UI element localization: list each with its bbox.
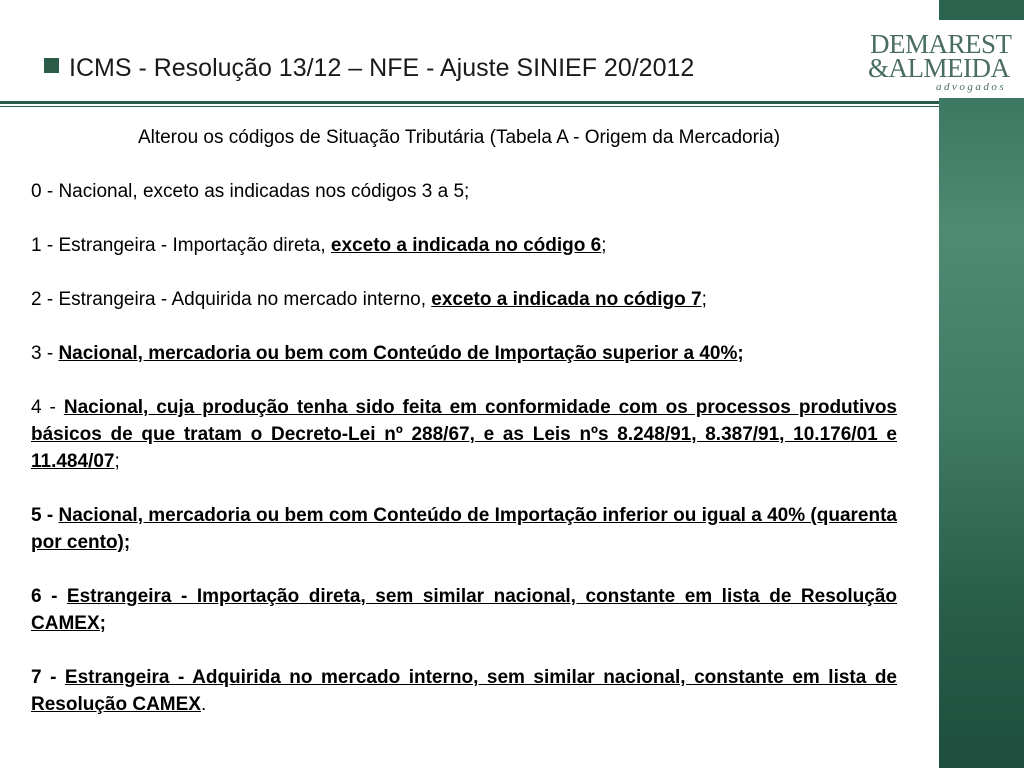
header-rule-thick xyxy=(0,101,939,104)
item-prefix: 5 - xyxy=(31,505,59,526)
item-prefix: 2 - Estrangeira - Adquirida no mercado interno, xyxy=(31,289,432,310)
item-emphasis: Estrangeira - Importação direta, sem similar nacional, constante em lista de Resolução CAMEX; xyxy=(31,586,897,634)
item-prefix: 3 - xyxy=(31,343,59,364)
slide-title-text: ICMS - Resolução 13/12 – NFE - Ajuste SINIEF 20/2012 xyxy=(69,54,695,82)
list-item xyxy=(31,583,897,637)
item-text: Nacional, exceto as indicadas nos códigos 3 a 5; xyxy=(58,181,470,202)
item-prefix: 6 - xyxy=(31,586,67,607)
intro-text: Alterou os códigos de Situação Tributária (Tabela A - Origem da Mercadoria) xyxy=(137,127,781,148)
list-item xyxy=(31,340,897,367)
item-prefix: 1 - Estrangeira - Importação direta, xyxy=(31,235,331,256)
list-item xyxy=(31,394,897,475)
list-item xyxy=(31,502,897,556)
logo-subtitle: advogados xyxy=(936,81,1007,93)
list-item xyxy=(31,664,897,718)
item-emphasis: Nacional, mercadoria ou bem com Conteúdo de Importação superior a 40%; xyxy=(58,343,744,364)
item-prefix: 7 - xyxy=(31,667,65,688)
item-prefix: 4 - xyxy=(31,397,64,418)
right-band-top xyxy=(939,0,1024,20)
item-suffix: . xyxy=(200,694,207,715)
list-item xyxy=(31,232,897,259)
logo-line1: DEMAREST xyxy=(870,29,1012,59)
item-prefix: 0 - xyxy=(31,181,59,202)
item-emphasis: exceto a indicada no código 7 xyxy=(431,289,702,310)
item-emphasis: Nacional, cuja produção tenha sido feita em conformidade com os processos produtivos básicos de que tratam o Decreto-Lei nº 288/67, e as Leis nºs 8.248/91, 8.387/91, 10.176/01 e 11.484/07 xyxy=(31,397,897,472)
list-item xyxy=(31,286,897,313)
header-rule-thin xyxy=(0,106,939,107)
item-emphasis: Estrangeira - Adquirida no mercado interno, sem similar nacional, constante em lista de Resolução CAMEX xyxy=(31,667,897,715)
list-item xyxy=(31,178,897,205)
item-emphasis: exceto a indicada no código 6 xyxy=(330,235,602,256)
company-logo xyxy=(866,30,1020,96)
right-decorative-band xyxy=(939,0,1024,768)
item-suffix: ; xyxy=(114,451,120,472)
slide-title xyxy=(44,52,694,84)
item-suffix: ; xyxy=(601,235,607,256)
item-suffix: ; xyxy=(701,289,707,310)
square-bullet-icon xyxy=(44,58,59,73)
logo-line2: &ALMEIDA xyxy=(868,53,1010,83)
slide-content xyxy=(31,124,897,718)
item-emphasis: Nacional, mercadoria ou bem com Conteúdo de Importação inferior ou igual a 40% (quarenta por cento); xyxy=(31,505,898,553)
